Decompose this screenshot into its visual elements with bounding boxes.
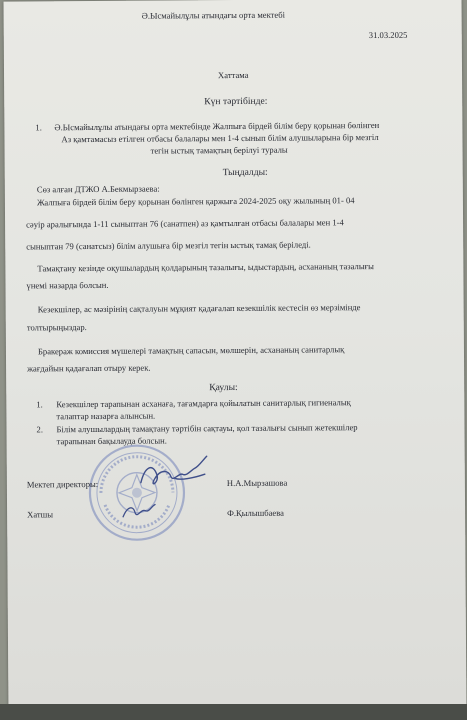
agenda-item-line: тегін ыстық тамақтың берілуі туралы [150,144,288,156]
agenda-item-number: 1. [35,122,42,133]
speaker-line: Сөз алған ДТЖО А.Бекмырзаева: [36,183,160,195]
decision-number: 2. [36,424,43,435]
paragraph-line: үнемі назарда болсын. [26,279,109,291]
paragraph-line: Бракераж комиссия мүшелері тамақтың сапасын, мөлшерін, асхананың санитарлық [37,344,345,357]
protocol-title: Хаттама [218,69,249,81]
decision-line: тарапынан бақылауда болсын. [56,435,167,447]
decision-number: 1. [36,399,43,410]
paragraph-line: сәуір аралығында 1-11 сыныптан 76 (санатпен) аз қамтылған отбасы балалары мен 1-4 [26,217,344,230]
decision-line: Білім алушылардың тамақтану тәртібін сақтауы, қол тазалығы сынып жетекшілер [56,422,358,435]
listened-heading: Тыңдалды: [222,166,268,179]
document-date: 31.03.2025 [368,29,408,41]
agenda-item-line: Ә.Ысмайылұлы атындағы орта мектебінде Жалпыға бірдей білім беру қорынан бөлінген [54,119,380,133]
decisions-heading: Қаулы: [209,381,238,394]
director-name: Н.А.Мырзашова [226,477,288,489]
secretary-signature-icon [119,499,159,525]
secretary-name: Ф.Қылышбаева [227,507,285,519]
paragraph-line: Тамақтану кезінде оқушылардың қолдарының тазалығы, ыдыстардың, асхананың тазалығы [37,261,374,274]
background-surface [0,704,467,720]
document-page [4,0,467,714]
paragraph-line: сыныптан 79 (санатсыз) білім алушыға бір мезгіл тегін ыстық тамақ беріледі. [26,239,311,252]
decision-line: Кезекшілер тарапынан асханаға, тағамдарға қойылатын санитарлық гигиеналық [56,397,351,410]
director-signature-icon [135,448,215,499]
school-name: Ә.Ысмайылұлы атындағы орта мектебі [141,9,285,21]
paragraph-line: толтырыңыздар. [26,322,87,333]
paragraph-line: жағдайын қадағалап отыру керек. [27,362,151,374]
paragraph-line: Жалпыға бірдей білім беру қорынан бөлінген қаржыға 2024-2025 оқу жылының 01- 04 [36,195,355,208]
decision-line: талаптар назарға алынсын. [56,410,156,422]
agenda-item-line: Аз қамтамасыз етілген отбасы балалары мен 1-4 сынып білім алушыларына бір мезгіл [61,131,379,145]
secretary-role: Хатшы [27,509,54,520]
paragraph-line: Кезекшілер, ас мәзірінің сақталуын мұқият қадағалап кезекшілік кестесін өз мерзімінде [37,302,361,315]
director-role: Мектеп директоры: [26,478,99,490]
agenda-heading: Күн тәртібінде: [204,95,268,108]
